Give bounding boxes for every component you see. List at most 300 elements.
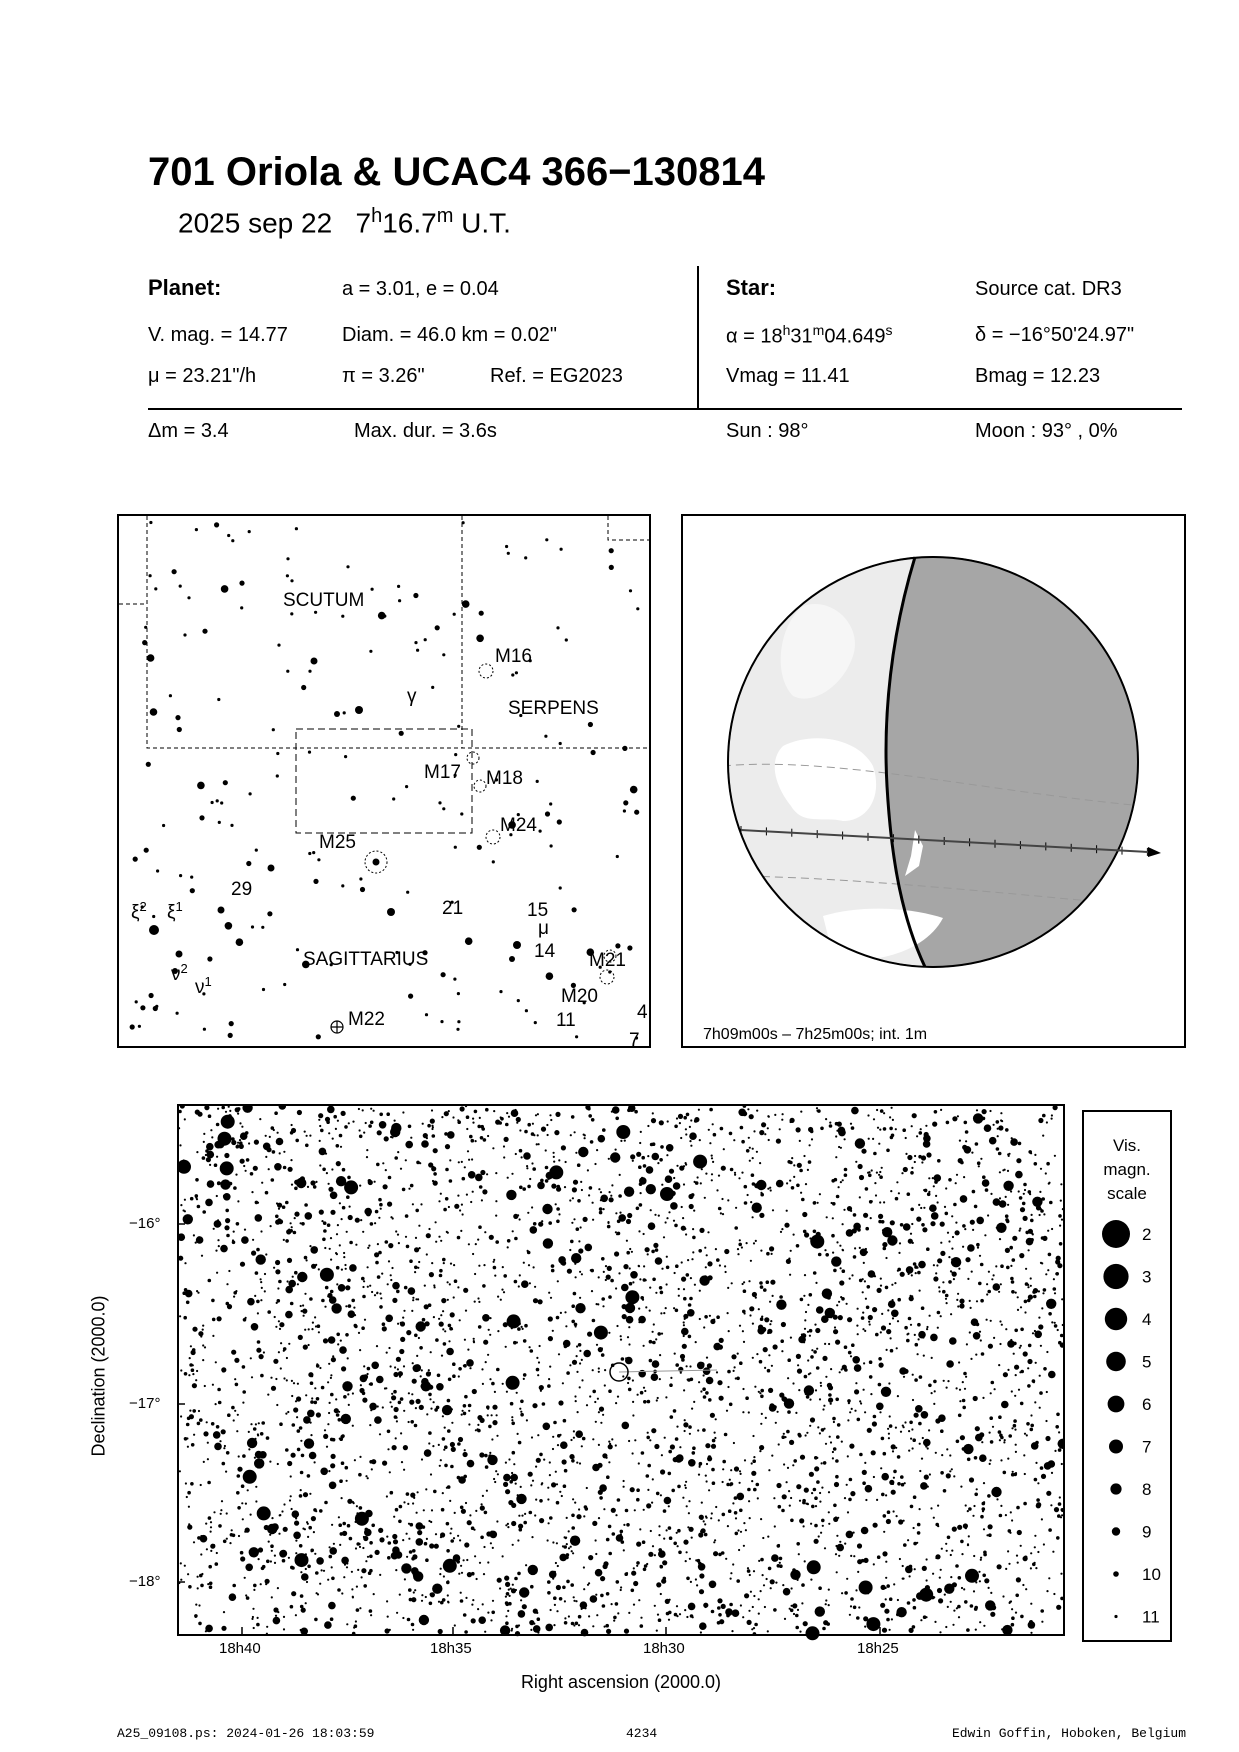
chart-star [1010,1265,1012,1267]
legend-mag-label: 3 [1142,1267,1152,1287]
chart-star [1046,1491,1051,1496]
chart-star [273,1267,275,1269]
chart-star [886,1329,891,1334]
chart-star [740,1531,742,1533]
chart-star [727,1386,729,1388]
legend-mag-symbol [1110,1483,1121,1494]
chart-star [216,1195,218,1197]
chart-star [403,1365,405,1367]
chart-star [880,1285,882,1287]
chart-star [958,1576,962,1580]
chart-star [1017,1530,1022,1535]
chart-star [952,1236,954,1238]
chart-star [184,1118,186,1120]
chart-star [496,1435,498,1437]
chart-star [358,1108,360,1110]
chart-star [974,1493,978,1497]
chart-star [709,1315,711,1317]
chart-star [711,1512,713,1514]
chart-star [243,1165,245,1167]
chart-star [483,1546,485,1548]
chart-star [991,1381,995,1385]
chart-star [408,1588,412,1592]
chart-star [683,1321,685,1323]
chart-star [743,1281,745,1283]
chart-star [303,1416,311,1424]
finder-star [286,557,289,560]
chart-star [853,1358,855,1360]
label-m18: M18 [486,768,523,789]
chart-star [507,1177,509,1179]
chart-star [848,1351,852,1355]
chart-star [945,1187,947,1189]
finder-star [155,1005,158,1008]
chart-star [236,1222,240,1226]
chart-star [779,1557,783,1561]
chart-star [314,1316,316,1318]
chart-star [331,1577,335,1581]
chart-star [1014,1365,1019,1370]
chart-star [885,1598,887,1600]
chart-star [975,1426,980,1431]
chart-star [689,1297,693,1301]
chart-star [195,1616,197,1618]
chart-star [673,1220,675,1222]
chart-star [1034,1331,1042,1339]
chart-star [822,1288,832,1298]
chart-star [441,1508,445,1512]
chart-star [408,1392,410,1394]
chart-star [441,1116,443,1118]
chart-star [767,1329,772,1334]
chart-star [502,1383,504,1385]
chart-star [961,1587,963,1589]
chart-star [337,1343,339,1345]
chart-star [838,1186,840,1188]
chart-star [558,1159,560,1161]
chart-star [809,1425,811,1427]
chart-star [761,1316,763,1318]
finder-star [476,635,484,643]
chart-star [559,1554,567,1562]
chart-star [265,1135,267,1137]
chart-star [742,1283,744,1285]
chart-star [591,1290,593,1292]
chart-star [942,1290,946,1294]
chart-star [624,1572,628,1576]
chart-star [799,1140,801,1142]
chart-star [687,1379,689,1381]
chart-star [743,1341,745,1343]
chart-star [752,1323,754,1325]
chart-star [522,1187,526,1191]
chart-star [362,1109,364,1111]
chart-star [769,1301,771,1303]
chart-star [1040,1345,1042,1347]
chart-star [729,1479,731,1481]
chart-star [518,1624,520,1626]
chart-star [471,1526,475,1530]
chart-star [309,1297,313,1301]
chart-star [506,1391,508,1393]
chart-star [789,1505,791,1507]
chart-star [964,1228,966,1230]
chart-star [495,1470,497,1472]
chart-star [1054,1155,1056,1157]
chart-star [202,1329,204,1331]
chart-star [379,1574,381,1576]
chart-star [712,1123,714,1125]
chart-star [415,1407,417,1409]
chart-star [508,1602,512,1606]
chart-star [979,1255,981,1257]
chart-star [651,1502,653,1504]
chart-star [447,1429,451,1433]
chart-star [615,1514,617,1516]
chart-star [897,1320,899,1322]
chart-star [611,1438,613,1440]
chart-star [964,1388,966,1390]
chart-star [686,1365,688,1367]
chart-star [426,1538,428,1540]
chart-star [727,1312,729,1314]
chart-star [377,1405,379,1407]
chart-star [438,1629,443,1634]
chart-star [847,1399,851,1403]
chart-star [993,1274,995,1276]
chart-star [891,1134,895,1138]
chart-star [487,1354,489,1356]
chart-star [511,1472,513,1474]
chart-star [686,1551,688,1553]
chart-star [428,1162,433,1167]
chart-star [368,1180,373,1185]
chart-star [707,1456,712,1461]
chart-star [202,1156,206,1160]
chart-star [649,1340,653,1344]
chart-star [253,1589,255,1591]
chart-star [956,1440,960,1444]
chart-star [215,1361,217,1363]
chart-star [911,1223,913,1225]
chart-star [591,1118,595,1122]
chart-star [395,1437,397,1439]
chart-star [414,1266,418,1270]
chart-star [836,1130,838,1132]
chart-star [1020,1402,1024,1406]
chart-star [180,1204,182,1206]
legend-mag-label: 2 [1142,1225,1152,1244]
chart-star [503,1482,508,1487]
chart-star [628,1343,630,1345]
constellation-sagittarius: SAGITTARIUS [303,949,429,970]
chart-star [437,1374,441,1378]
chart-star [430,1408,432,1410]
chart-star [604,1369,606,1371]
chart-star [285,1311,293,1319]
chart-star [240,1551,244,1555]
finder-star [536,780,539,783]
chart-star [643,1400,647,1404]
chart-star [699,1228,704,1233]
chart-star [876,1403,884,1411]
chart-star [980,1158,982,1160]
chart-star [843,1209,845,1211]
chart-star [283,1377,285,1379]
chart-star [570,1536,580,1546]
chart-star [543,1423,551,1431]
chart-star [561,1145,566,1150]
chart-star [283,1527,288,1532]
chart-star [826,1622,830,1626]
chart-star [291,1453,296,1458]
chart-star [878,1143,880,1145]
chart-star [880,1331,882,1333]
chart-star [611,1508,616,1513]
chart-star [691,1193,695,1197]
finder-star [545,811,550,816]
finder-star [359,877,362,880]
chart-star [858,1606,860,1608]
chart-star [573,1437,575,1439]
chart-star [674,1272,676,1274]
chart-star [995,1265,997,1267]
chart-star [895,1128,897,1130]
chart-star [365,1528,369,1532]
chart-star [760,1395,764,1399]
chart-star [554,1130,559,1135]
chart-star [414,1334,418,1338]
chart-star [955,1182,957,1184]
chart-star [302,1304,304,1306]
chart-star [403,1469,405,1471]
chart-star [1027,1384,1031,1388]
chart-star [244,1531,246,1533]
chart-star [267,1310,271,1314]
chart-star [939,1577,941,1579]
chart-star [522,1328,524,1330]
chart-star [928,1429,930,1431]
chart-star [331,1524,333,1526]
chart-star [764,1133,766,1135]
chart-star [864,1411,866,1413]
chart-star [656,1492,660,1496]
chart-star [919,1470,921,1472]
chart-star [496,1520,498,1522]
chart-star [318,1268,320,1270]
chart-star [342,1531,347,1536]
chart-star [764,1367,766,1369]
chart-star [511,1327,513,1329]
chart-star [903,1369,908,1374]
chart-star [361,1277,365,1281]
chart-star [851,1343,855,1347]
chart-star [460,1599,464,1603]
chart-star [926,1579,928,1581]
chart-star [859,1400,861,1402]
chart-star [233,1419,235,1421]
chart-star [309,1245,311,1247]
chart-star [674,1224,678,1228]
chart-star [522,1604,527,1609]
chart-star [398,1401,402,1405]
chart-star [988,1344,993,1349]
chart-star [511,1419,513,1421]
chart-star [479,1452,484,1457]
chart-star [531,1536,533,1538]
chart-star [575,1276,577,1278]
chart-star [229,1542,231,1544]
chart-star [515,1153,517,1155]
chart-star [934,1621,936,1623]
chart-star [564,1600,566,1602]
chart-star [927,1193,931,1197]
chart-star [1019,1253,1024,1258]
chart-star [946,1473,951,1478]
chart-star [782,1584,784,1586]
chart-star [197,1536,201,1540]
chart-star [1034,1401,1036,1403]
chart-star [331,1168,333,1170]
chart-star [300,1571,302,1573]
chart-star [654,1605,656,1607]
chart-star [950,1554,952,1556]
chart-star [1032,1626,1034,1628]
chart-star [906,1339,910,1343]
chart-star [965,1140,967,1142]
chart-star [911,1167,913,1169]
chart-star [598,1371,600,1373]
chart-star [766,1578,768,1580]
chart-star [273,1359,278,1364]
chart-star [815,1389,817,1391]
chart-star [850,1210,852,1212]
chart-star [711,1468,715,1472]
chart-star [824,1343,826,1345]
chart-star [649,1287,651,1289]
chart-star [531,1132,535,1136]
chart-star [871,1169,873,1171]
chart-star [923,1439,931,1447]
chart-star [537,1182,545,1190]
chart-star [589,1186,593,1190]
chart-star [210,1531,212,1533]
chart-star [415,1237,417,1239]
legend-mag-label: 8 [1142,1480,1152,1499]
chart-star [616,1125,630,1139]
chart-star [836,1571,838,1573]
chart-star [643,1265,645,1267]
chart-star [784,1223,789,1228]
chart-star [623,1264,628,1269]
chart-star [906,1333,908,1335]
chart-star [867,1428,872,1433]
chart-star [1040,1209,1044,1213]
chart-star [491,1438,493,1440]
chart-star [328,1602,336,1610]
label-21: 21 [442,898,464,919]
chart-star [292,1510,300,1518]
chart-star [519,1528,523,1532]
chart-star [782,1113,784,1115]
chart-star [583,1515,585,1517]
chart-star [598,1135,606,1143]
chart-star [578,1615,582,1619]
chart-star [989,1459,991,1461]
chart-star [886,1149,890,1153]
label-4: 4 [637,1002,648,1023]
chart-star [833,1504,837,1508]
chart-star [578,1624,580,1626]
chart-star [765,1417,767,1419]
chart-star [850,1491,855,1496]
chart-star [759,1130,764,1135]
chart-star [450,1539,454,1543]
finder-star [453,613,456,616]
chart-star [780,1231,782,1233]
chart-star [334,1408,339,1413]
chart-star [608,1552,612,1556]
chart-star [521,1280,529,1288]
chart-star [931,1212,939,1220]
chart-star [1010,1138,1018,1146]
chart-star [475,1140,477,1142]
chart-star [310,1434,312,1436]
chart-star [550,1609,552,1611]
chart-star [721,1198,723,1200]
chart-star [391,1123,401,1133]
chart-star [799,1500,801,1502]
chart-star [637,1394,639,1396]
chart-star [861,1316,865,1320]
chart-star [737,1353,739,1355]
chart-star [999,1439,1001,1441]
chart-star [626,1240,628,1242]
chart-star [408,1421,410,1423]
chart-star [974,1205,978,1209]
detail-star-chart [129,1104,1065,1657]
chart-star [759,1445,764,1450]
chart-star [921,1411,929,1419]
chart-star [999,1343,1001,1345]
chart-star [898,1519,903,1524]
finder-star [346,565,349,568]
chart-star [665,1307,667,1309]
chart-star [1060,1183,1062,1185]
chart-star [553,1161,555,1163]
chart-star [233,1231,235,1233]
chart-star [815,1505,817,1507]
chart-star [685,1560,687,1562]
chart-star [932,1573,934,1575]
chart-star [378,1528,383,1533]
chart-star [642,1540,646,1544]
chart-star [889,1424,893,1428]
chart-star [946,1448,948,1450]
chart-star [668,1619,670,1621]
chart-star [205,1149,209,1153]
chart-star [888,1433,890,1435]
chart-star [1020,1207,1025,1212]
chart-star [508,1589,510,1591]
chart-star [336,1233,338,1235]
finder-bright-star [334,711,340,717]
chart-star [611,1184,613,1186]
chart-star [330,1259,332,1261]
chart-star [797,1364,799,1366]
chart-star [896,1613,900,1617]
chart-star [216,1272,218,1274]
